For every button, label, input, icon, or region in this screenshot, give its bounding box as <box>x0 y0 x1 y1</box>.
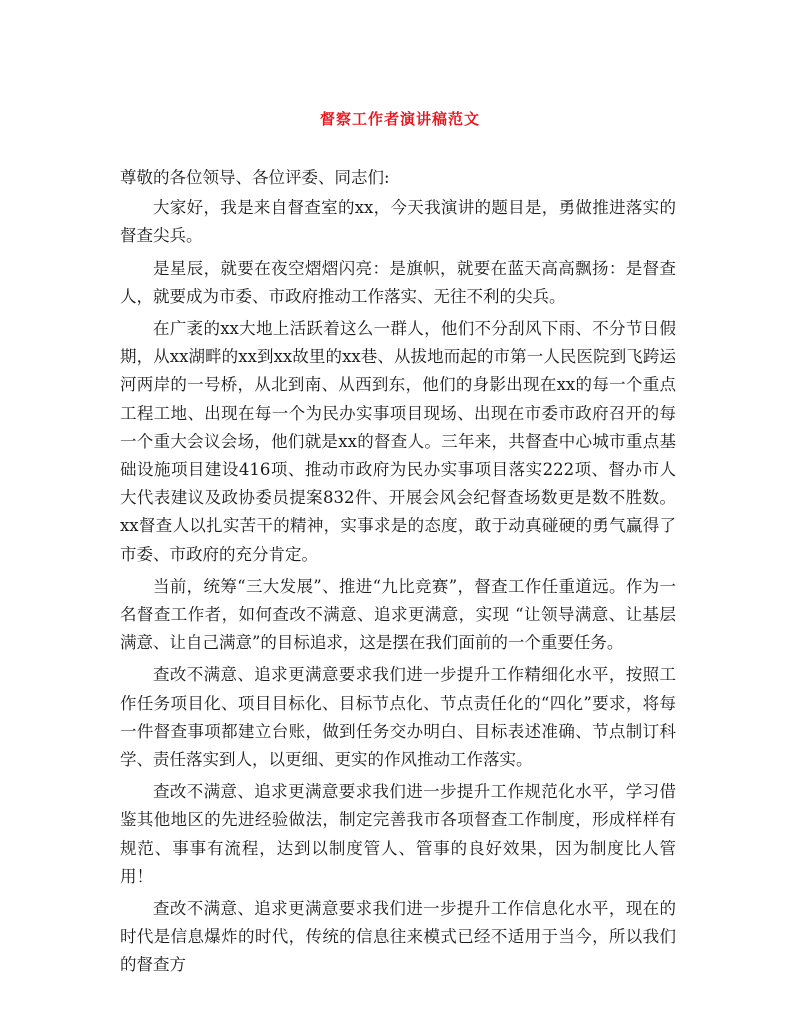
salutation: 尊敬的各位领导、各位评委、同志们: <box>120 168 390 187</box>
paragraph-1: 大家好，我是来自督查室的xx，今天我演讲的题目是，勇做推进落实的督查尖兵。 <box>120 198 676 246</box>
document-title: 督察工作者演讲稿范文 <box>319 110 480 128</box>
paragraph-5: 查改不满意、追求更满意要求我们进一步提升工作精细化水平，按照工作任务项目化、项目目标化、目标节点化、节点责任化的“四化”要求，将每一件督查事项都建立台账，做到任务交办明白、目标表述准确、节点制订科学、责任落实到人，以更细、更实的作风推动工作落实。 <box>120 665 676 770</box>
paragraph-7: 查改不满意、追求更满意要求我们进一步提升工作信息化水平，现在的时代是信息爆炸的时代，传统的信息往来模式已经不适用于当今，所以我们的督查方 <box>120 899 676 975</box>
paragraph-3: 在广袤的xx大地上活跃着这么一群人，他们不分刮风下雨、不分节日假期，从xx湖畔的xx到xx故里的xx巷、从拔地而起的市第一人民医院到飞跨运河两岸的一号桥，从北到南、从西到东，他们的身影出现在xx的每一个重点工程工地、出现在每一个为民办实事项目现场、出现在市委市政府召开的每一个重大会议会场，他们就是xx的督查人。三年来，共督查中心城市重点基础设施项目建设416项、推动市政府为民办实事项目落实222项、督办市人大代表建议及政协委员提案832件、开展会风会纪督查场数更是数不胜数。xx督查人以扎实苦干的精神，实事求是的态度，敢于动真碰硬的勇气赢得了市委、市政府的充分肯定。 <box>120 319 676 564</box>
paragraph-6: 查改不满意、追求更满意要求我们进一步提升工作规范化水平，学习借鉴其他地区的先进经验做法，制定完善我市各项督查工作制度，形成样样有规范、事事有流程，达到以制度管人、管事的良好效果，因为制度比人管用！ <box>120 782 676 886</box>
paragraph-2: 是星辰，就要在夜空熠熠闪亮：是旗帜，就要在蓝天高高飘扬：是督查人，就要成为市委、市政府推动工作落实、无往不利的尖兵。 <box>120 258 676 306</box>
document-body <box>120 164 676 984</box>
paragraph-4: 当前，统筹“三大发展”、推进“九比竞赛”，督查工作任重道远。作为一名督查工作者，如何查改不满意、追求更满意，实现 “让领导满意、让基层满意、让自己满意”的目标追求，这是摆在我们面前的一个重要任务。 <box>120 576 676 653</box>
